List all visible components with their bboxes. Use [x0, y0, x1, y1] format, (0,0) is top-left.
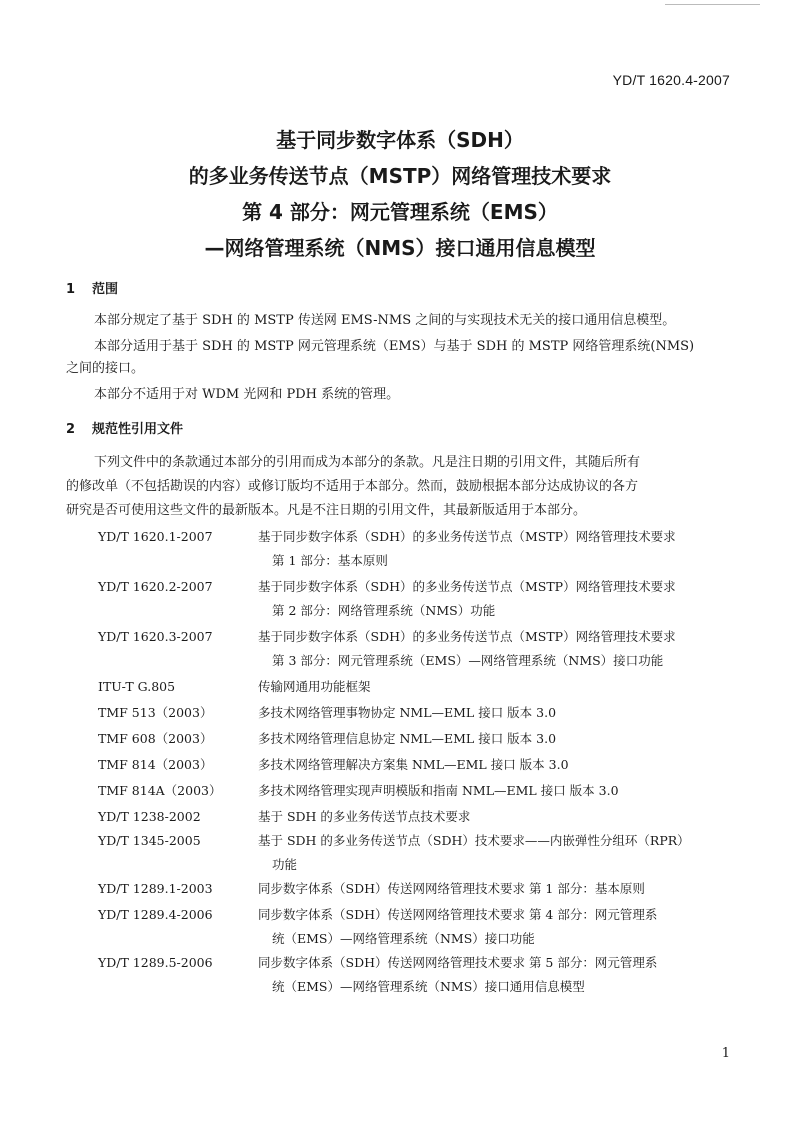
reference-title: 多技术网络管理解决方案集 NML—EML 接口 版本 3.0 [258, 757, 569, 772]
reference-title: 多技术网络管理事物协定 NML—EML 接口 版本 3.0 [258, 705, 557, 720]
intro-line: 下列文件中的条款通过本部分的引用而成为本部分的条款。凡是注日期的引用文件，其随后所有 [94, 455, 641, 470]
section-1-heading [66, 278, 118, 297]
reference-title: 同步数字体系（SDH）传送网网络管理技术要求 第 5 部分：网元管理系 [258, 955, 658, 970]
intro-line: 的修改单（不包括勘误的内容）或修订版均不适用于本部分。然而，鼓励根据本部分达成协议的各方 [66, 479, 639, 494]
reference-title-continuation: 统（EMS）—网络管理系统（NMS）接口通用信息模型 [272, 979, 585, 994]
reference-title: 同步数字体系（SDH）传送网网络管理技术要求 第 4 部分：网元管理系 [258, 907, 658, 922]
reference-code: YD/T 1620.1-2007 [98, 529, 213, 544]
reference-title: 基于同步数字体系（SDH）的多业务传送节点（MSTP）网络管理技术要求 [258, 579, 676, 594]
reference-title-continuation: 第 2 部分：网络管理系统（NMS）功能 [272, 603, 496, 618]
title-line: —网络管理系统（NMS）接口通用信息模型 [204, 236, 596, 260]
paragraph: 本部分不适用于对 WDM 光网和 PDH 系统的管理。 [94, 387, 400, 402]
reference-title: 同步数字体系（SDH）传送网网络管理技术要求 第 1 部分：基本原则 [258, 881, 645, 896]
reference-code: YD/T 1620.2-2007 [98, 579, 213, 594]
page-number: 1 [721, 1046, 730, 1061]
paragraph: 本部分规定了基于 SDH 的 MSTP 传送网 EMS-NMS 之间的与实现技术无关的接口通用信息模型。 [94, 313, 676, 328]
reference-code: ITU-T G.805 [98, 679, 176, 694]
reference-title: 传输网通用功能框架 [258, 679, 371, 694]
reference-title-continuation: 第 1 部分：基本原则 [272, 553, 388, 568]
reference-code: YD/T 1620.3-2007 [98, 629, 213, 644]
top-edge-mark [665, 0, 760, 5]
reference-code: YD/T 1289.5-2006 [98, 955, 213, 970]
reference-code: YD/T 1238-2002 [98, 809, 201, 824]
reference-code: TMF 608（2003） [98, 731, 213, 746]
reference-title-continuation: 第 3 部分：网元管理系统（EMS）—网络管理系统（NMS）接口功能 [272, 653, 664, 668]
reference-title-continuation: 统（EMS）—网络管理系统（NMS）接口功能 [272, 931, 535, 946]
section-number: 2 [66, 422, 76, 437]
document-title [0, 122, 800, 266]
paragraph-continuation: 之间的接口。 [66, 361, 145, 376]
title-line: 基于同步数字体系（SDH） [276, 128, 524, 152]
section-number: 1 [66, 282, 76, 297]
reference-title: 基于 SDH 的多业务传送节点（SDH）技术要求——内嵌弹性分组环（RPR） [258, 833, 690, 848]
title-line: 第 4 部分：网元管理系统（EMS） [242, 200, 558, 224]
reference-code: YD/T 1289.4-2006 [98, 907, 213, 922]
reference-title-continuation: 功能 [272, 857, 298, 872]
section-title: 范围 [92, 282, 119, 297]
section-title: 规范性引用文件 [92, 422, 184, 437]
reference-code: TMF 814（2003） [98, 757, 213, 772]
section-2-heading [66, 418, 183, 437]
paragraph: 本部分适用于基于 SDH 的 MSTP 网元管理系统（EMS）与基于 SDH 的 MSTP 网络管理系统(NMS) [94, 339, 695, 354]
reference-title: 多技术网络管理实现声明模版和指南 NML—EML 接口 版本 3.0 [258, 783, 619, 798]
title-line: 的多业务传送节点（MSTP）网络管理技术要求 [188, 164, 612, 188]
reference-title: 基于 SDH 的多业务传送节点技术要求 [258, 809, 471, 824]
reference-title: 多技术网络管理信息协定 NML—EML 接口 版本 3.0 [258, 731, 557, 746]
intro-line: 研究是否可使用这些文件的最新版本。凡是不注日期的引用文件，其最新版适用于本部分。 [66, 503, 587, 518]
reference-title: 基于同步数字体系（SDH）的多业务传送节点（MSTP）网络管理技术要求 [258, 529, 676, 544]
reference-title: 基于同步数字体系（SDH）的多业务传送节点（MSTP）网络管理技术要求 [258, 629, 676, 644]
reference-code: YD/T 1289.1-2003 [98, 881, 213, 896]
reference-code: YD/T 1345-2005 [98, 833, 201, 848]
standard-code: YD/T 1620.4-2007 [612, 72, 730, 88]
reference-code: TMF 814A（2003） [98, 783, 222, 798]
reference-code: TMF 513（2003） [98, 705, 213, 720]
